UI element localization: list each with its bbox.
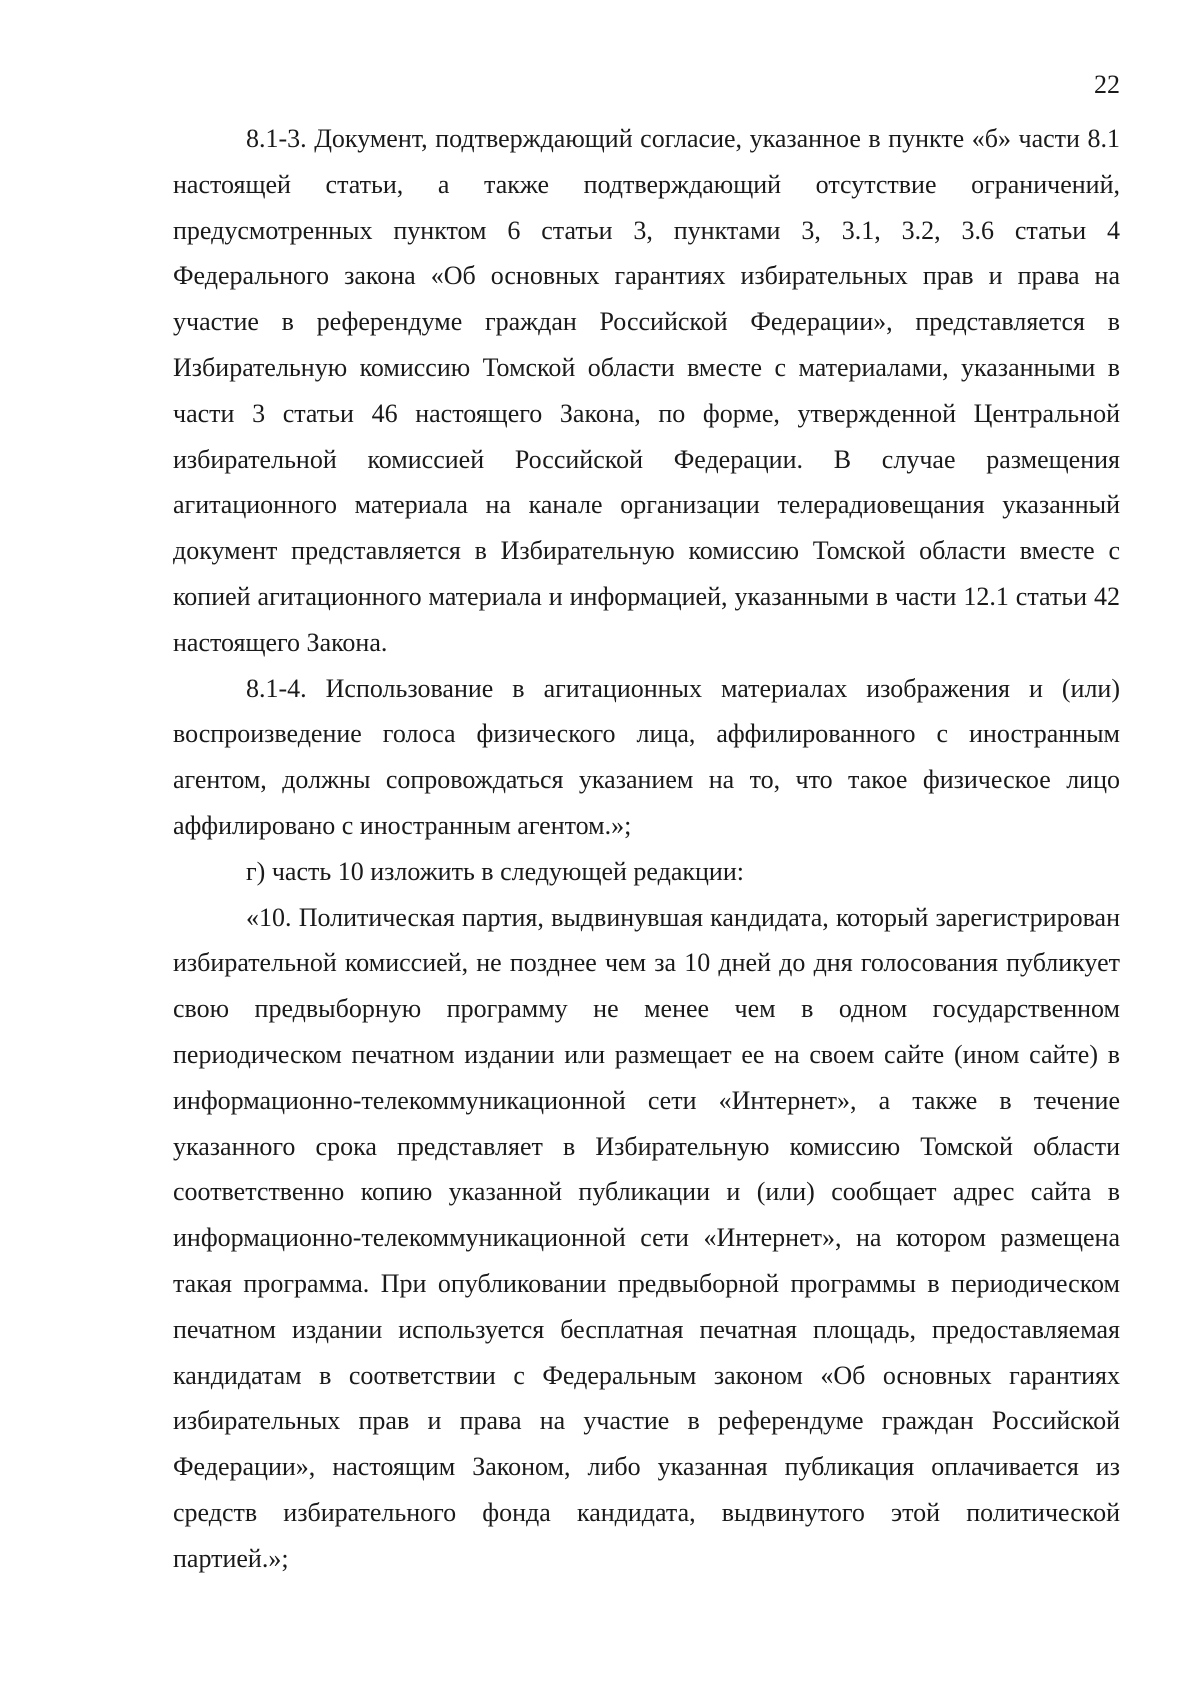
page-number: 22: [1094, 70, 1120, 99]
paragraph-part-10: «10. Политическая партия, выдвинувшая кандидата, который зарегистрирован избирательной комиссией, не позднее чем за 10 дней до дня голосования публикует свою предвыборную программу не менее чем в одном государственном периодическом печатном издании или размещает ее на своем сайте (ином сайте) в информационно-телекоммуникационной сети «Интернет», а также в течение указанного срока представляет в Избирательную комиссию Томской области соответственно копию указанной публикации и (или) сообщает адрес сайта в информационно-телекоммуникационной сети «Интернет», на котором размещена такая программа. При опубликовании предвыборной программы в периодическом печатном издании используется бесплатная печатная площадь, предоставляемая кандидатам в соответствии с Федеральным законом «Об основных гарантиях избирательных прав и права на участие в референдуме граждан Российской Федерации», настоящим Законом, либо указанная публикация оплачивается из средств избирательного фонда кандидата, выдвинутого этой политической партией.»;: [173, 902, 1120, 1573]
paragraph-8-1-4: 8.1-4. Использование в агитационных материалах изображения и (или) воспроизведение голоса физического лица, аффилированного с иностранным агентом, должны сопровождаться указанием на то, что такое физическое лицо аффилировано с иностранным агентом.»;: [173, 673, 1120, 840]
paragraph-amendment-g: г) часть 10 изложить в следующей редакции:: [246, 856, 744, 886]
paragraph-8-1-3: 8.1-3. Документ, подтверждающий согласие, указанное в пункте «б» части 8.1 настоящей статьи, а также подтверждающий отсутствие ограничений, предусмотренных пунктом 6 статьи 3, пунктами 3, 3.1, 3.2, 3.6 статьи 4 Федерального закона «Об основных гарантиях избирательных прав и права на участие в референдуме граждан Российской Федерации», представляется в Избирательную комиссию Томской области вместе с материалами, указанными в части 3 статьи 46 настоящего Закона, по форме, утвержденной Центральной избирательной комиссией Российской Федерации. В случае размещения агитационного материала на канале организации телерадиовещания указанный документ представляется в Избирательную комиссию Томской области вместе с копией агитационного материала и информацией, указанными в части 12.1 статьи 42 настоящего Закона.: [173, 124, 1120, 657]
document-body: [173, 116, 1120, 1582]
